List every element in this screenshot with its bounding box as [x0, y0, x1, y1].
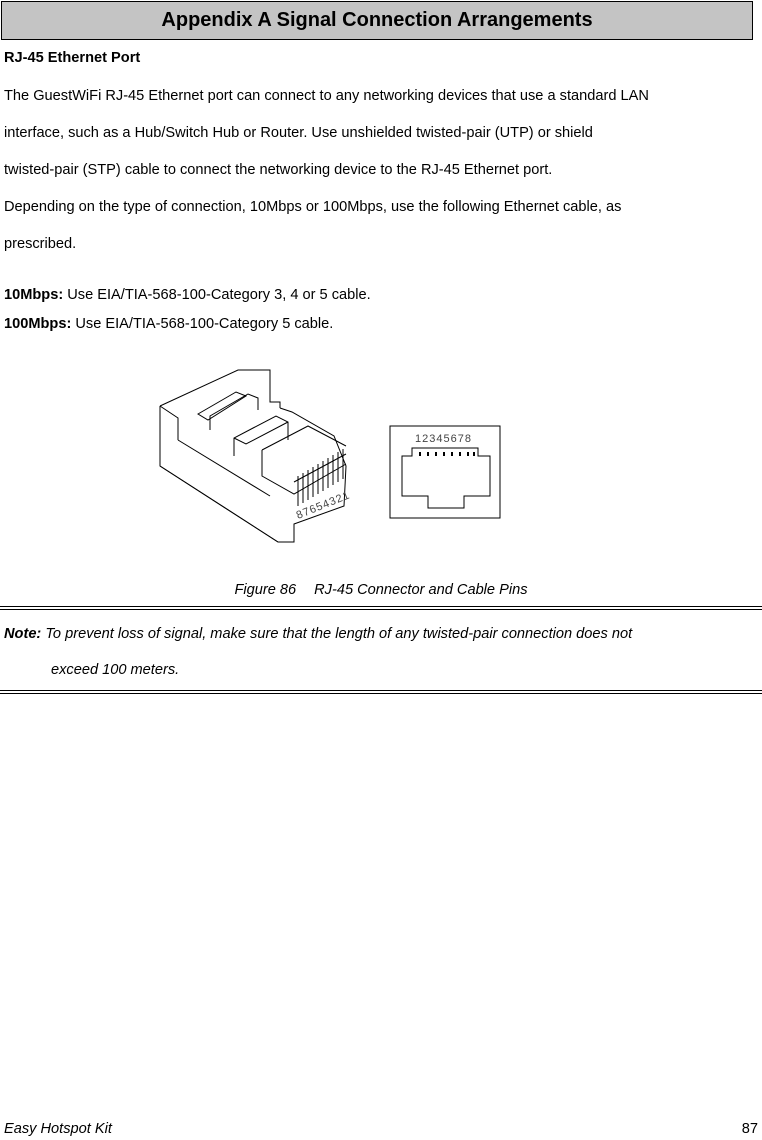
note-label: Note: — [4, 626, 42, 642]
figure-number: Figure 86 — [234, 582, 297, 598]
cable-spec-text: Use EIA/TIA-568-100-Category 5 cable. — [71, 316, 334, 332]
appendix-title-bar — [1, 1, 753, 40]
cable-speed-label: 10Mbps: — [4, 287, 64, 303]
cable-speed-label: 100Mbps: — [4, 316, 72, 332]
cable-spec-text: Use EIA/TIA-568-100-Category 3, 4 or 5 cable. — [63, 287, 371, 303]
note-line: exceed 100 meters. — [51, 662, 180, 678]
note-top-rule — [0, 606, 762, 610]
page-title: Appendix A Signal Connection Arrangements — [161, 9, 593, 31]
paragraph-line: prescribed. — [4, 236, 77, 252]
figure-caption — [0, 582, 762, 598]
paragraph-line: interface, such as a Hub/Switch Hub or Router. Use unshielded twisted-pair (UTP) or shield — [4, 125, 593, 141]
rj45-jack-illustration — [390, 426, 500, 518]
plug-pin-numbers: 87654321 — [294, 489, 352, 522]
footer-page-number: 87 — [741, 1121, 758, 1137]
note-text: To prevent loss of signal, make sure that the length of any twisted-pair connection does not — [41, 626, 633, 642]
paragraph-line: twisted-pair (STP) cable to connect the networking device to the RJ-45 Ethernet port. — [4, 162, 553, 178]
rj45-plug-illustration — [160, 370, 352, 542]
cable-spec-10mbps — [4, 287, 371, 303]
paragraph-line: Depending on the type of connection, 10Mbps or 100Mbps, use the following Ethernet cable, as — [4, 199, 622, 215]
cable-spec-100mbps — [4, 316, 333, 332]
note-line — [4, 626, 632, 642]
paragraph-line: The GuestWiFi RJ-45 Ethernet port can connect to any networking devices that use a standard LAN — [4, 88, 649, 104]
footer-doc-title: Easy Hotspot Kit — [4, 1121, 112, 1137]
rj45-figure — [158, 366, 504, 546]
note-bottom-rule — [0, 690, 762, 694]
jack-contact-marks — [420, 452, 474, 456]
figure-caption-text: RJ-45 Connector and Cable Pins — [314, 582, 528, 598]
jack-pin-numbers: 12345678 — [415, 433, 472, 445]
section-heading: RJ-45 Ethernet Port — [4, 50, 141, 66]
